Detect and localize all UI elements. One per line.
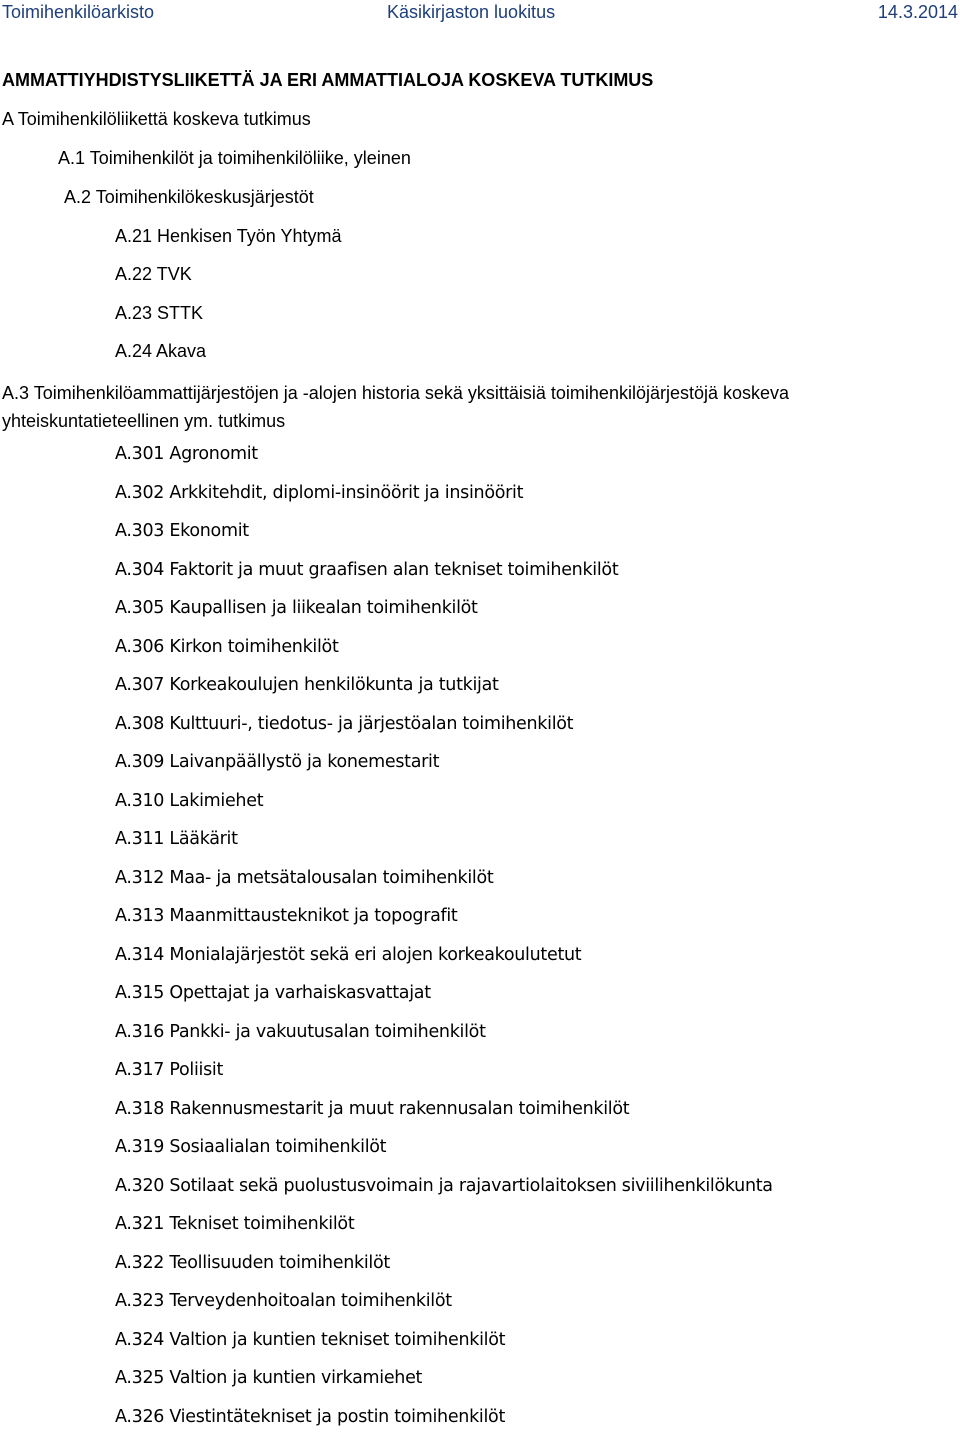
list-item: A.312 Maa- ja metsätalousalan toimihenkilöt: [115, 868, 494, 888]
header-classification-title: Käsikirjaston luokitus: [387, 2, 556, 22]
list-item: A.24 Akava: [115, 341, 207, 361]
list-item: A.317 Poliisit: [115, 1060, 224, 1080]
section-a3-heading: A.3 Toimihenkilöammattijärjestöjen ja -alojen historia sekä yksittäisiä toimihenkilöjärjestöjä koskeva yhteiskuntatieteellinen ym. tutkimus: [2, 383, 790, 431]
section-a2-heading: A.2 Toimihenkilökeskusjärjestöt: [64, 187, 314, 207]
list-item: A.306 Kirkon toimihenkilöt: [115, 637, 339, 657]
list-item: A.322 Teollisuuden toimihenkilöt: [115, 1253, 390, 1273]
list-item: A.324 Valtion ja kuntien tekniset toimihenkilöt: [115, 1330, 506, 1350]
list-item: A.310 Lakimiehet: [115, 791, 264, 811]
section-a1-heading: A.1 Toimihenkilöt ja toimihenkilöliike, yleinen: [58, 148, 411, 168]
list-item: A.305 Kaupallisen ja liikealan toimihenkilöt: [115, 598, 478, 618]
list-item: A.325 Valtion ja kuntien virkamiehet: [115, 1368, 423, 1388]
header-date: 14.3.2014: [877, 2, 958, 22]
list-item: A.316 Pankki- ja vakuutusalan toimihenkilöt: [115, 1022, 486, 1042]
list-item: A.318 Rakennusmestarit ja muut rakennusalan toimihenkilöt: [115, 1099, 630, 1119]
list-item: A.23 STTK: [115, 303, 204, 323]
list-item: A.314 Monialajärjestöt sekä eri alojen korkeakoulutetut: [115, 945, 582, 965]
list-item: A.22 TVK: [115, 264, 192, 284]
document-title: AMMATTIYHDISTYSLIIKETTÄ JA ERI AMMATTIALOJA KOSKEVA TUTKIMUS: [2, 70, 654, 90]
list-item: A.308 Kulttuuri-, tiedotus- ja järjestöalan toimihenkilöt: [115, 714, 574, 734]
list-item: A.321 Tekniset toimihenkilöt: [115, 1214, 355, 1234]
list-item: A.320 Sotilaat sekä puolustusvoimain ja rajavartiolaitoksen siviilihenkilökunta: [115, 1176, 773, 1196]
header-archive-name: Toimihenkilöarkisto: [2, 2, 155, 22]
list-item: A.301 Agronomit: [115, 444, 258, 464]
list-item: A.326 Viestintätekniset ja postin toimihenkilöt: [115, 1407, 506, 1427]
list-item: A.304 Faktorit ja muut graafisen alan tekniset toimihenkilöt: [115, 560, 619, 580]
list-item: A.319 Sosiaalialan toimihenkilöt: [115, 1137, 387, 1157]
page-header: [0, 0, 960, 26]
list-item: A.307 Korkeakoulujen henkilökunta ja tutkijat: [115, 675, 499, 695]
list-item: A.313 Maanmittausteknikot ja topografit: [115, 906, 458, 926]
section-a-heading: A Toimihenkilöliikettä koskeva tutkimus: [2, 109, 311, 129]
list-item: A.323 Terveydenhoitoalan toimihenkilöt: [115, 1291, 452, 1311]
list-item: A.21 Henkisen Työn Yhtymä: [115, 226, 342, 246]
list-item: A.303 Ekonomit: [115, 521, 249, 541]
list-item: A.315 Opettajat ja varhaiskasvattajat: [115, 983, 431, 1003]
list-item: A.302 Arkkitehdit, diplomi-insinöörit ja insinöörit: [115, 483, 524, 503]
list-item: A.311 Lääkärit: [115, 829, 238, 849]
list-item: A.309 Laivanpäällystö ja konemestarit: [115, 752, 440, 772]
